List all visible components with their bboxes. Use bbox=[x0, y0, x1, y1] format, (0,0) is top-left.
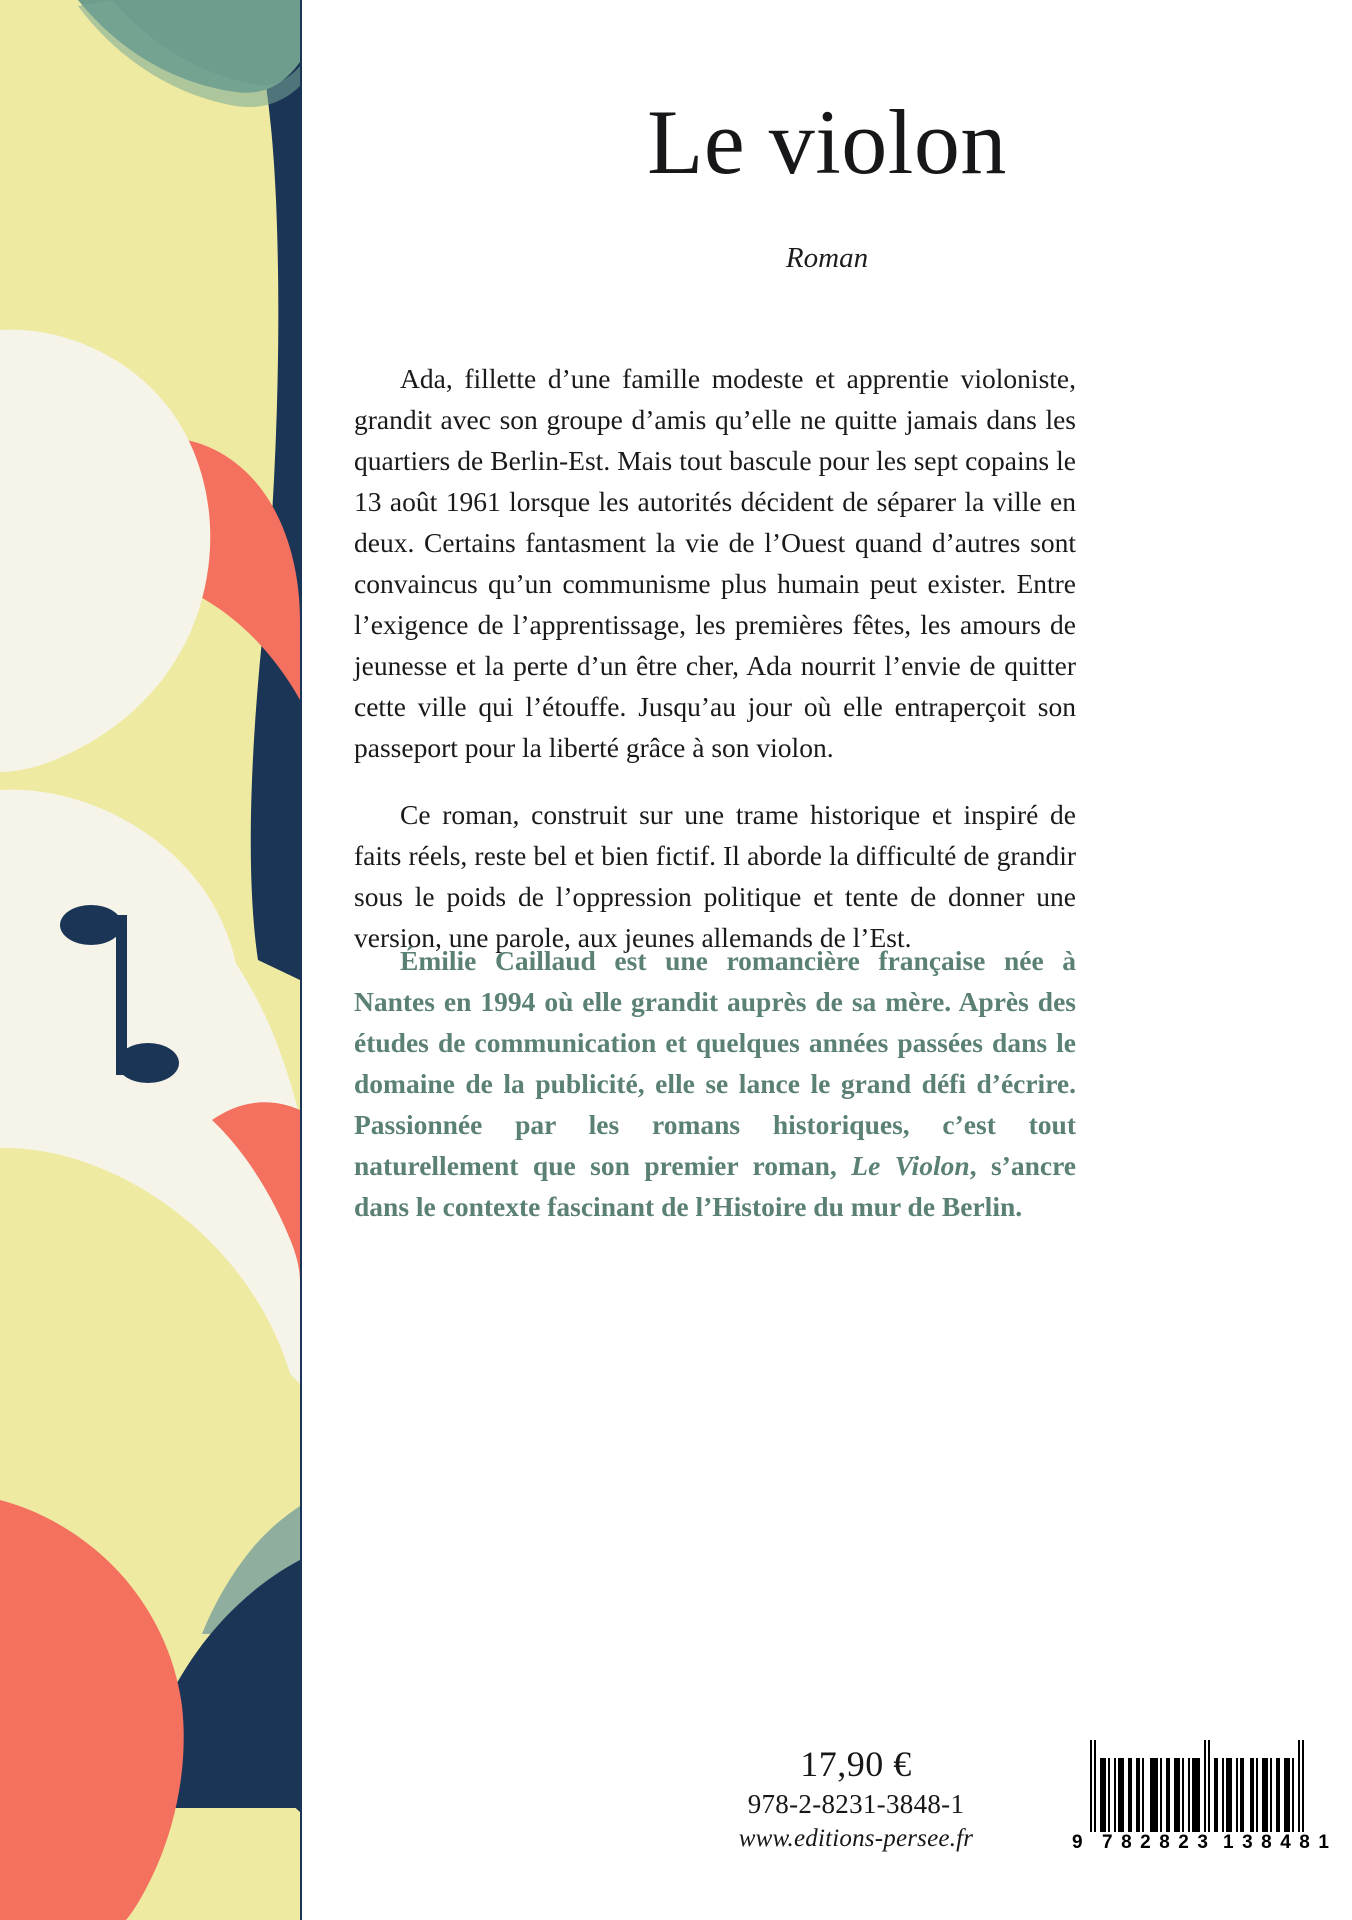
cover-text-face bbox=[302, 0, 1352, 1920]
barcode-lead-digit: 9 bbox=[1072, 1832, 1083, 1853]
barcode-right-digits: 138481 bbox=[1223, 1832, 1338, 1853]
synopsis-paragraph-2: Ce roman, construit sur une trame historique et inspiré de faits réels, reste bel et bien fictif. Il aborde la difficulté de grandir sous le poids de l’oppression politique et tente de donner une version, une parole, aux jeunes allemands de l’Est. bbox=[354, 799, 1076, 953]
author-bio-part-2: , s’ancre dans le contexte fascinant de l’Histoire du mur de Berlin. bbox=[354, 1150, 1076, 1222]
barcode-left-digits: 782823 bbox=[1102, 1832, 1217, 1853]
synopsis-paragraph-1: Ada, fillette d’une famille modeste et apprentie violoniste, grandit avec son groupe d’amis qu’elle ne quitte jamais dans les quartiers de Berlin-Est. Mais tout bascule pour les sept copains le 13 août 1961 lorsque les autorités décident de séparer la ville en deux. Certains fantasment la vie de l’Ouest quand d’autres sont convaincus qu’un communisme plus humain peut exister. Entre l’exigence de l’apprentissage, les premières fêtes, les amours de jeunesse et la perte d’un être cher, Ada nourrit l’envie de quitter cette ville qui l’étouffe. Jusqu’au jour où elle entraperçoit son passeport pour la liberté grâce à son violon. bbox=[354, 363, 1076, 763]
barcode-digits bbox=[1072, 1832, 1338, 1856]
author-bio-work-title: Le Violon bbox=[851, 1150, 970, 1181]
page-title: Le violon bbox=[647, 91, 1007, 193]
price-label: 17,90 € bbox=[800, 1744, 912, 1784]
author-bio bbox=[354, 940, 1076, 1227]
author-bio-part-1: Émilie Caillaud est une romancière française née à Nantes en 1994 où elle grandit auprès de sa mère. Après des études de communication et quelques années passées dans le domaine de la publicité, elle se lance le grand défi d’écrire. Passionnée par les romans historiques, c’est tout naturellement que son premier roman, bbox=[354, 945, 1076, 1181]
barcode-bars bbox=[1072, 1740, 1330, 1832]
cover-artwork bbox=[0, 0, 300, 1920]
synopsis-block bbox=[354, 358, 1076, 958]
price-isbn-block bbox=[666, 1742, 1046, 1856]
cover-footer bbox=[302, 1706, 1352, 1856]
isbn-label: 978-2-8231-3848-1 bbox=[747, 1789, 965, 1819]
publisher-website: www.editions-persee.fr bbox=[738, 1825, 974, 1852]
ean13-barcode bbox=[1072, 1740, 1338, 1856]
book-genre-subtitle: Roman bbox=[785, 242, 869, 274]
